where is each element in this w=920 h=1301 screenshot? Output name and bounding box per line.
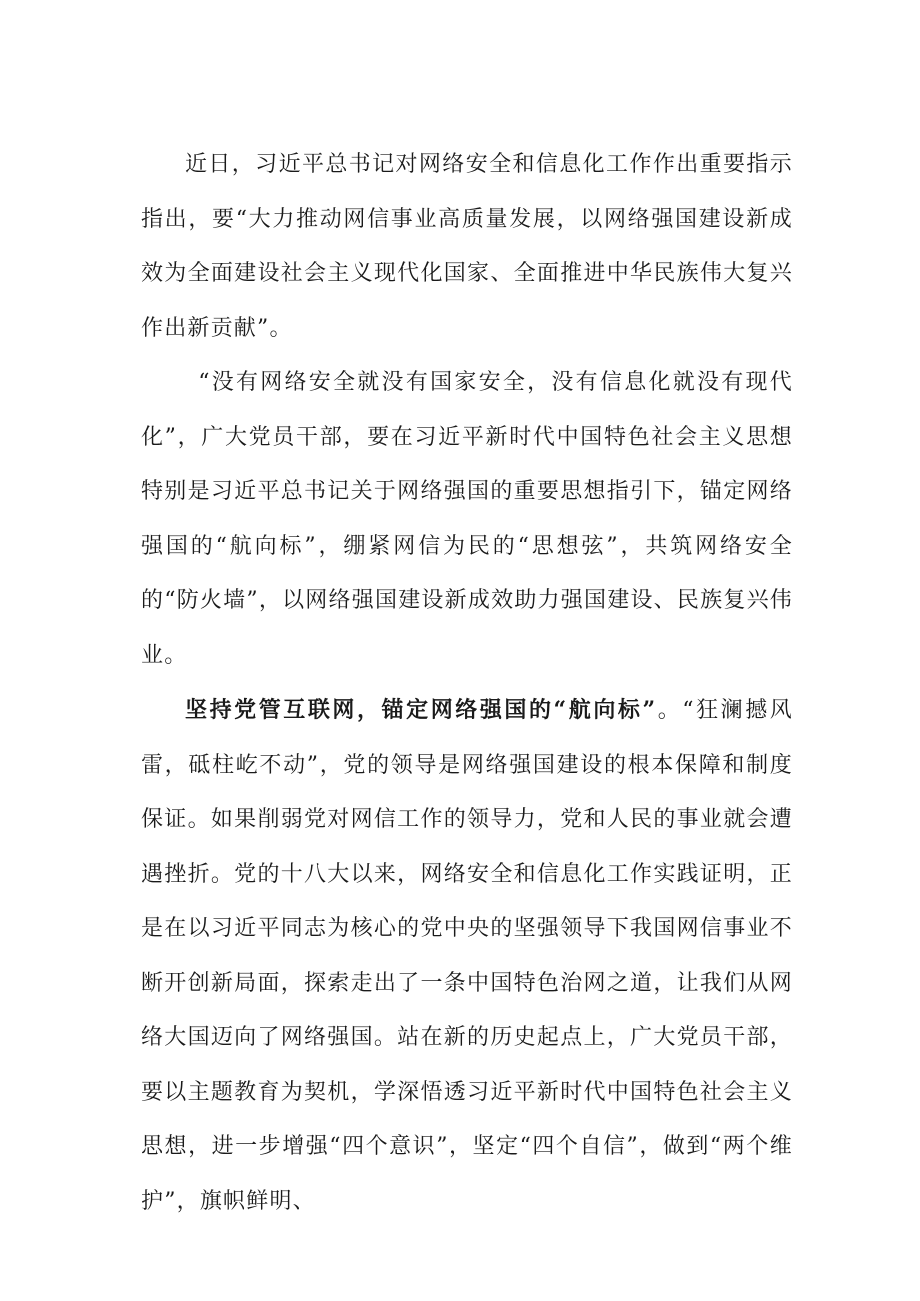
paragraph-3-text: 。“狂澜撼风雷，砥柱屹不动”，党的领导是网络强国建设的根本保障和制度保证。如果削弱党对网信工作的领导力，党和人民的事业就会遭遇挫折。党的十八大以来，网络安全和信息化工作实践证明，正是在以习近平同志为核心的党中央的坚强领导下我国网信事业不断开创新局面，探索走出了一条中国特色治网之道，让我们从网络大国迈向了网络强国。站在新的历史起点上，广大党员干部，要以主题教育为契机，学深悟透习近平新时代中国特色社会主义思想，进一步增强“四个意识”，坚定“四个自信”，做到“两个维护”，旗帜鲜明、 [141,698,793,1214]
paragraph-1 [141,138,793,356]
paragraph-2 [141,356,793,683]
document-body [141,138,793,1229]
paragraph-3 [141,683,793,1229]
paragraph-1-text: 近日，习近平总书记对网络安全和信息化工作作出重要指示指出，要“大力推动网信事业高质量发展，以网络强国建设新成效为全面建设社会主义现代化国家、全面推进中华民族伟大复兴作出新贡献”。 [141,152,793,341]
paragraph-2-text: “没有网络安全就没有国家安全，没有信息化就没有现代化”，广大党员干部，要在习近平新时代中国特色社会主义思想特别是习近平总书记关于网络强国的重要思想指引下，锚定网络强国的“航向标”，绷紧网信为民的“思想弦”，共筑网络安全的“防火墙”，以网络强国建设新成效助力强国建设、民族复兴伟业。 [141,370,793,668]
section-heading: 坚持党管互联网，锚定网络强国的“航向标” [185,697,657,723]
